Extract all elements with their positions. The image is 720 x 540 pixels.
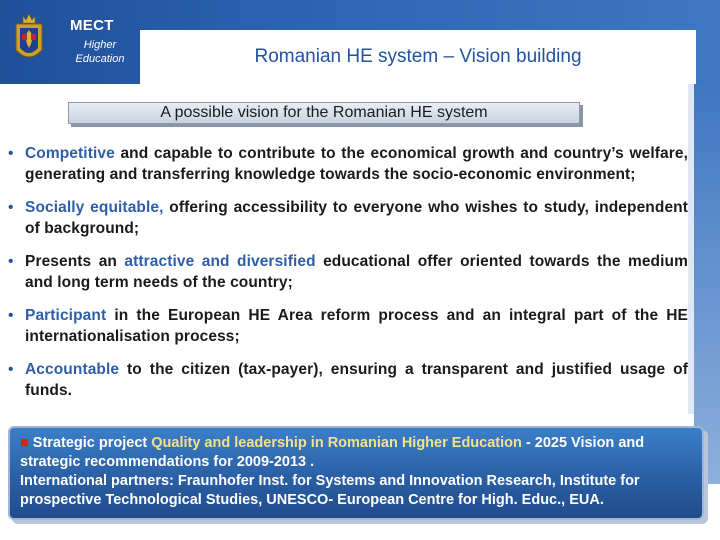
- bullet-text: educational offer oriented towards the medium and long term needs of the country;: [25, 253, 688, 291]
- title-box: [140, 30, 696, 84]
- square-marker-icon: ■: [20, 435, 29, 451]
- bullet-competitive: [8, 143, 688, 185]
- right-decoration-inner: [688, 84, 694, 414]
- project-prefix: Strategic project: [28, 435, 152, 451]
- brand-title: MECT: [70, 17, 114, 34]
- bullet-accountable: [8, 359, 688, 401]
- bullet-equitable: [8, 197, 688, 239]
- bullet-text: to the citizen (tax-payer), ensuring a transparent and justified usage of funds.: [25, 361, 688, 399]
- bullet-text: offering accessibility to everyone who wishes to study, independent of background;: [25, 199, 688, 237]
- bullet-dot-icon: •: [8, 253, 14, 270]
- project-info-box: [8, 426, 704, 520]
- bullet-highlight: Socially equitable,: [25, 199, 164, 216]
- bullet-dot-icon: •: [8, 145, 14, 162]
- brand-subtitle: Higher Education: [75, 39, 125, 65]
- slide-title: Romanian HE system – Vision building: [254, 46, 582, 67]
- bullet-highlight: Participant: [25, 307, 107, 324]
- bullet-attractive: [8, 251, 688, 293]
- bullet-dot-icon: •: [8, 361, 14, 378]
- romanian-coat-of-arms-icon: [12, 10, 46, 66]
- project-name: Quality and leadership in Romanian Higher Education: [151, 435, 522, 451]
- section-subtitle: A possible vision for the Romanian HE system: [68, 102, 580, 124]
- bullet-highlight: Accountable: [25, 361, 120, 378]
- bullet-highlight: attractive and diversified: [124, 253, 316, 270]
- bullet-dot-icon: •: [8, 307, 14, 324]
- project-description: [20, 434, 692, 472]
- bullet-dot-icon: •: [8, 199, 14, 216]
- bullet-participant: [8, 305, 688, 347]
- project-rest: - 2025 Vision and strategic recommendations for 2009-2013 .: [20, 435, 645, 470]
- bullet-highlight: Competitive: [25, 145, 115, 162]
- bullet-prefix: Presents an: [25, 253, 125, 270]
- bullet-text: in the European HE Area reform process and an integral part of the HE internationalisation process;: [25, 307, 688, 345]
- right-decoration: [694, 84, 720, 484]
- partners-text: International partners: Fraunhofer Inst. for Systems and Innovation Research, Institute for prospective Technological Studies, UNESCO- European Centre for High. Educ., EUA.: [20, 473, 640, 508]
- vision-bullet-list: [8, 143, 688, 413]
- bullet-text: and capable to contribute to the economical growth and country’s welfare, generating and transferring knowledge towards the socio-economic environment;: [25, 145, 688, 183]
